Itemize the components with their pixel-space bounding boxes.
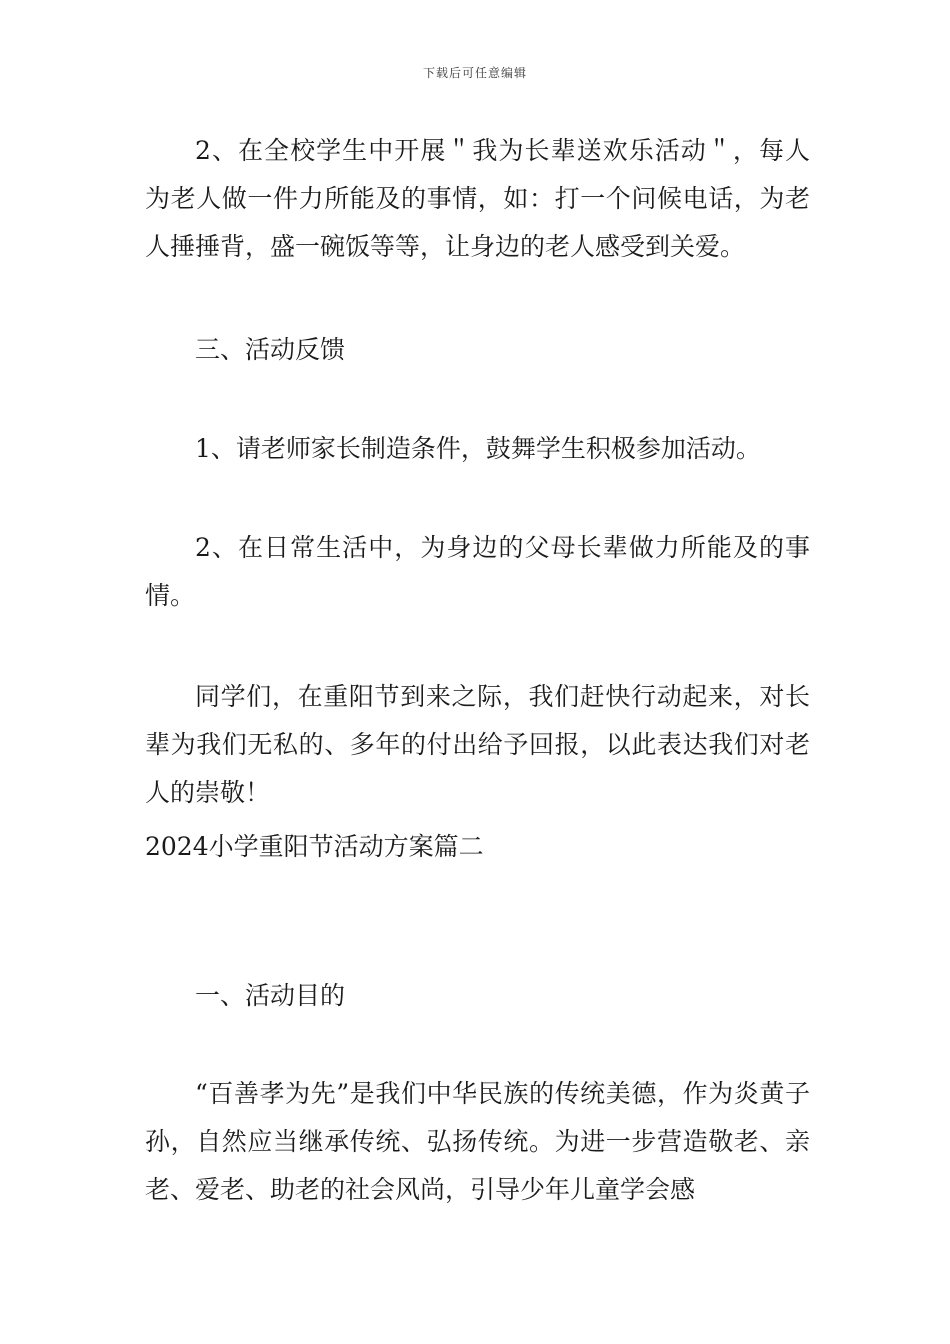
section-heading-feedback: 三、活动反馈 [195, 335, 346, 364]
paragraph-feedback-2: 2、在日常生活中，为身边的父母长辈做力所能及的事情。 [145, 533, 810, 610]
section-heading-purpose: 一、活动目的 [195, 981, 346, 1010]
paragraph-activity-2: 2、在全校学生中开展＂我为长辈送欢乐活动＂，每人为老人做一件力所能及的事情，如：打一个问候电话，为老人捶捶背，盛一碗饭等等，让身边的老人感受到关爱。 [145, 136, 810, 261]
paragraph-closing: 同学们，在重阳节到来之际，我们赶快行动起来，对长辈为我们无私的、多年的付出给予回报，以此表达我们对老人的崇敬！ [145, 682, 810, 807]
paragraph-feedback-1: 1、请老师家长制造条件，鼓舞学生积极参加活动。 [195, 434, 761, 463]
paragraph-purpose: “百善孝为先”是我们中华民族的传统美德，作为炎黄子孙，自然应当继承传统、弘扬传统。为进一步营造敬老、亲老、爱老、助老的社会风尚，引导少年儿童学会感 [145, 1079, 810, 1204]
header-note: 下载后可任意编辑 [422, 66, 527, 80]
document-section-title: 2024小学重阳节活动方案篇二 [145, 832, 484, 861]
